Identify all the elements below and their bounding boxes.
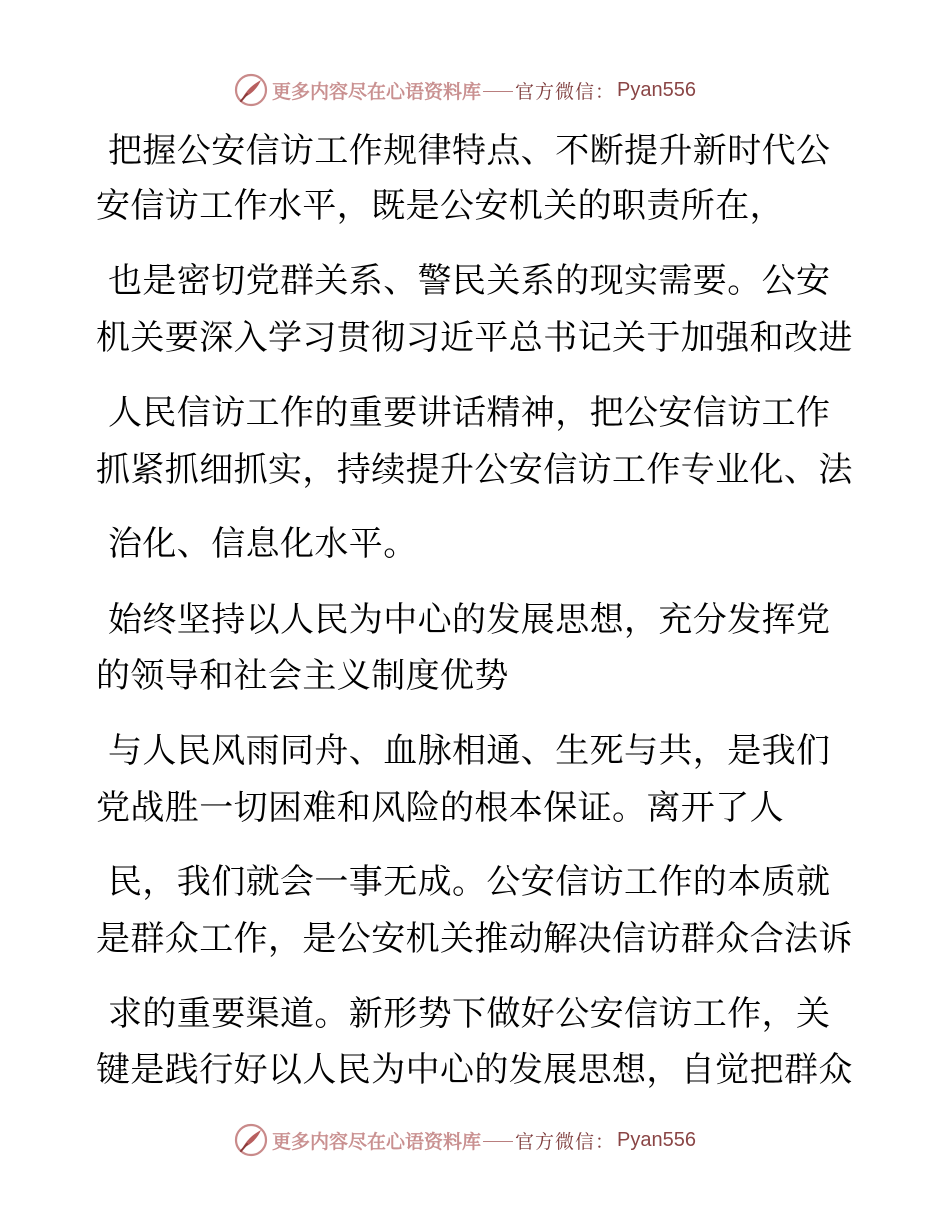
watermark-banner-top [234, 70, 696, 110]
text-line: 抓紧抓细抓实，持续提升公安信访工作专业化、法 [96, 450, 853, 490]
watermark-wechat-label: 官方微信： [515, 1130, 616, 1153]
text-line: 与人民风雨同舟、血脉相通、生死与共，是我们 [108, 731, 831, 771]
watermark-text: 更多内容尽在心语资料库 [272, 1130, 482, 1153]
text-line: 的领导和社会主义制度优势 [96, 656, 509, 696]
text-line: 安信访工作水平，既是公安机关的职责所在， [96, 186, 784, 226]
text-line: 党战胜一切困难和风险的根本保证。离开了人 [96, 788, 784, 828]
watermark-wechat-id: Pyan556 [617, 78, 696, 101]
watermark-banner-bottom [234, 1120, 696, 1160]
watermark-wechat-label: 官方微信： [515, 80, 616, 103]
watermark-dash [483, 91, 513, 92]
text-line: 把握公安信访工作规律特点、不断提升新时代公 [108, 131, 831, 171]
text-line: 民，我们就会一事无成。公安信访工作的本质就 [108, 862, 831, 902]
text-line: 是群众工作，是公安机关推动解决信访群众合法诉 [96, 919, 853, 959]
text-line: 始终坚持以人民为中心的发展思想，充分发挥党 [108, 600, 831, 640]
text-line: 治化、信息化水平。 [108, 524, 418, 564]
quill-logo-icon [234, 1123, 268, 1157]
watermark-dash [483, 1141, 513, 1142]
watermark-text: 更多内容尽在心语资料库 [272, 80, 482, 103]
text-line: 机关要深入学习贯彻习近平总书记关于加强和改进 [96, 318, 853, 358]
text-line: 也是密切党群关系、警民关系的现实需要。公安 [108, 261, 831, 301]
text-line: 人民信访工作的重要讲话精神，把公安信访工作 [108, 393, 831, 433]
text-line: 求的重要渠道。新形势下做好公安信访工作，关 [108, 994, 831, 1034]
quill-logo-icon [234, 73, 268, 107]
text-line: 键是践行好以人民为中心的发展思想，自觉把群众 [96, 1050, 853, 1090]
watermark-wechat-id: Pyan556 [617, 1128, 696, 1151]
